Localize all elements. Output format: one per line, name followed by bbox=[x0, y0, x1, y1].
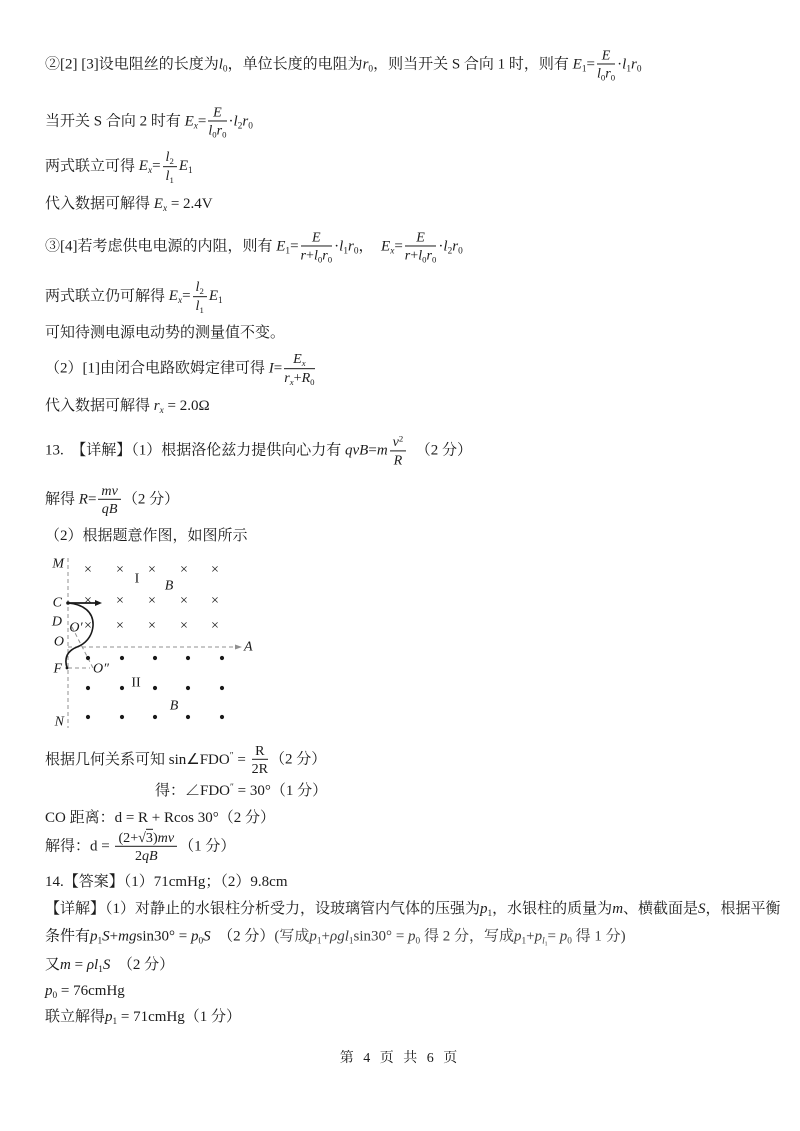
text-line-6 bbox=[45, 279, 223, 315]
math-run: r0 bbox=[362, 56, 374, 75]
text-run: （2 分） bbox=[210, 928, 275, 945]
math-run: rx bbox=[153, 397, 164, 416]
math-run: Ex= bbox=[138, 158, 161, 177]
text-run: 【详解】（1）对静止的水银柱分析受力，设玻璃管内气体的压强为 bbox=[45, 900, 481, 917]
text-line-17 bbox=[45, 873, 287, 891]
label-O-double-prime: O″ bbox=[93, 661, 109, 677]
text-line-12 bbox=[45, 527, 248, 545]
field-out-of-page-mark bbox=[186, 656, 190, 660]
fraction: $\frac{l2}{l1}$ bbox=[163, 149, 177, 185]
label-F: F bbox=[53, 661, 62, 677]
field-out-of-page-mark bbox=[186, 715, 190, 719]
text-run: sin30° bbox=[136, 928, 179, 945]
math-run: p0 bbox=[45, 982, 58, 1001]
field-into-page-mark: × bbox=[84, 618, 92, 634]
text-line-1 bbox=[45, 47, 641, 82]
field-into-page-mark: × bbox=[148, 593, 156, 609]
text-run: ，单位长度的电阻为 bbox=[227, 56, 363, 73]
field-out-of-page-mark bbox=[220, 656, 224, 660]
field-out-of-page-mark bbox=[120, 656, 124, 660]
text-run: （1 分） bbox=[179, 838, 236, 855]
field-out-of-page-mark bbox=[186, 686, 190, 690]
label-D: D bbox=[51, 614, 62, 630]
text-run: （2）[1]由闭合电路欧姆定律可得 bbox=[45, 360, 269, 377]
math-run: ·l1r0 bbox=[617, 56, 642, 75]
text-line-13 bbox=[45, 743, 326, 777]
text-run: = 2.0Ω bbox=[163, 397, 210, 414]
math-run: p1 bbox=[480, 900, 493, 919]
text-run: 解得 bbox=[45, 491, 79, 508]
fraction: $\frac{mv}{qB}$ bbox=[98, 483, 120, 517]
fraction: $\frac{v^2}{R}$ bbox=[390, 433, 407, 468]
magnetic-field-diagram bbox=[38, 552, 268, 737]
text-line-2 bbox=[45, 104, 253, 139]
page-footer bbox=[0, 1047, 800, 1067]
label-region-II: II bbox=[131, 675, 141, 691]
math-run: m bbox=[612, 900, 624, 917]
text-line-22 bbox=[45, 1008, 241, 1028]
text-run: (写成 bbox=[274, 928, 310, 945]
field-into-page-mark: × bbox=[211, 593, 219, 609]
text-line-21 bbox=[45, 982, 125, 1002]
text-run: 又 bbox=[45, 956, 61, 973]
text-line-11 bbox=[45, 483, 179, 517]
text-run: 条件有 bbox=[45, 928, 91, 945]
field-out-of-page-mark bbox=[153, 686, 157, 690]
field-into-page-mark: × bbox=[116, 618, 124, 634]
text-run: 两式联立可得 bbox=[45, 158, 139, 175]
field-into-page-mark: × bbox=[180, 618, 188, 634]
fraction: $\frac{E}{l0r0}$ bbox=[208, 104, 227, 140]
text-run: 当开关 S 合向 2 时有 bbox=[45, 113, 185, 130]
text-run: 得 2 分，写成 bbox=[420, 928, 514, 945]
text-run: 可知待测电源电动势的测量值不变。 bbox=[45, 325, 286, 341]
text-run: ，水银柱的质量为 bbox=[492, 900, 613, 917]
text-run: （2 分） bbox=[408, 442, 473, 459]
text-run: 得 1 分) bbox=[571, 928, 626, 945]
text-run: （2 分） bbox=[122, 491, 180, 508]
math-run: S bbox=[698, 900, 706, 917]
text-line-15 bbox=[45, 809, 275, 827]
label-M: M bbox=[52, 556, 64, 572]
math-run: E1= bbox=[572, 56, 595, 75]
text-run: 解得：d = bbox=[45, 838, 114, 855]
fraction: $\frac{E}{l0r0}$ bbox=[596, 47, 616, 83]
field-out-of-page-mark bbox=[86, 686, 90, 690]
text-run: = 76cmHg bbox=[57, 982, 125, 999]
text-run: ，根据平衡 bbox=[705, 900, 781, 917]
label-B-region-I: B bbox=[164, 578, 174, 594]
label-O: O bbox=[53, 634, 64, 650]
text-run: （2 分） bbox=[270, 751, 327, 768]
text-run: （2 分） bbox=[110, 956, 175, 973]
text-line-16 bbox=[45, 830, 235, 864]
field-into-page-mark: × bbox=[211, 562, 219, 578]
field-out-of-page-mark bbox=[153, 715, 157, 719]
page-number-text: 第 4 页 共 6 页 bbox=[339, 1051, 461, 1066]
math-run: Ex bbox=[153, 195, 168, 214]
fraction: $\frac{l2}{l1}$ bbox=[193, 279, 207, 315]
axis-arrowhead bbox=[235, 645, 242, 650]
field-out-of-page-mark bbox=[120, 686, 124, 690]
text-run: 代入数据可解得 bbox=[45, 195, 154, 212]
label-region-I: I bbox=[134, 571, 140, 587]
field-into-page-mark: × bbox=[148, 562, 156, 578]
text-line-5 bbox=[45, 229, 463, 264]
text-line-3 bbox=[45, 149, 193, 185]
math-run: I= bbox=[268, 360, 283, 377]
text-line-9 bbox=[45, 397, 210, 417]
text-run: 13. 【详解】（1）根据洛伦兹力提供向心力有 bbox=[45, 442, 346, 459]
velocity-arrowhead bbox=[95, 600, 102, 606]
text-run: = 71cmHg（1 分） bbox=[117, 1008, 242, 1025]
field-out-of-page-mark bbox=[153, 656, 157, 660]
fraction: $\frac{E}{r+l0r0}$ bbox=[404, 229, 437, 265]
math-run: m = ρl1S bbox=[60, 956, 111, 975]
math-run: p1+pl1= p0 bbox=[513, 928, 572, 948]
field-into-page-mark: × bbox=[148, 618, 156, 634]
field-out-of-page-mark bbox=[120, 715, 124, 719]
math-run: = p0 bbox=[395, 928, 421, 947]
text-run: ，则当开关 S 合向 1 时，则有 bbox=[373, 56, 573, 73]
math-run: Ex= bbox=[168, 288, 191, 307]
text-run: sin30° bbox=[353, 928, 396, 945]
fraction: $\frac{(2+√3)mv}{2qB}$ bbox=[115, 830, 177, 864]
math-run: p1+ρgl1 bbox=[309, 928, 354, 947]
text-run: ②[2] [3]设电阻丝的长度为 bbox=[45, 56, 219, 73]
text-line-20 bbox=[45, 956, 174, 976]
math-run: l0 bbox=[218, 56, 228, 75]
fraction: $\frac{R}{2R}$ bbox=[251, 742, 269, 777]
label-O-prime: O′ bbox=[69, 620, 83, 636]
field-out-of-page-mark bbox=[220, 686, 224, 690]
label-N: N bbox=[54, 714, 64, 730]
label-C: C bbox=[52, 595, 62, 611]
point-marker bbox=[66, 667, 69, 670]
fraction: $\frac{Ex}{rx+R0}$ bbox=[284, 351, 315, 387]
math-run: ·l2r0 bbox=[438, 238, 463, 257]
math-run: E1 bbox=[178, 158, 193, 177]
math-run: R= bbox=[78, 491, 97, 508]
math-run: p1S+mg bbox=[90, 928, 137, 947]
text-run: CO 距离：d = R + Rcos 30°（2 分） bbox=[45, 810, 276, 826]
field-into-page-mark: × bbox=[180, 562, 188, 578]
field-into-page-mark: × bbox=[84, 593, 92, 609]
text-line-14 bbox=[155, 782, 327, 800]
text-run: （2）根据题意作图，如图所示 bbox=[45, 528, 248, 544]
field-into-page-mark: × bbox=[180, 593, 188, 609]
text-line-8 bbox=[45, 351, 317, 387]
text-run: 代入数据可解得 bbox=[45, 397, 154, 414]
text-line-10 bbox=[45, 433, 472, 468]
math-run: Ex= bbox=[381, 238, 403, 257]
label-A: A bbox=[244, 639, 253, 655]
text-run: = 2.4V bbox=[167, 195, 213, 212]
text-run: 两式联立仍可解得 bbox=[45, 288, 169, 305]
math-run: E1= bbox=[276, 238, 299, 257]
text-line-7 bbox=[45, 324, 285, 342]
field-into-page-mark: × bbox=[84, 562, 92, 578]
text-run: 联立解得 bbox=[45, 1008, 106, 1025]
text-run: 、横截面是 bbox=[623, 900, 699, 917]
text-line-4 bbox=[45, 195, 213, 215]
math-run: Ex= bbox=[184, 113, 207, 132]
text-run: 得：∠FDO″ = 30°（1 分） bbox=[155, 782, 328, 799]
field-out-of-page-mark bbox=[220, 715, 224, 719]
field-into-page-mark: × bbox=[116, 593, 124, 609]
fraction: $\frac{E}{r+l0r0}$ bbox=[300, 229, 333, 265]
text-run: ③[4]若考虑供电电源的内阻，则有 bbox=[45, 238, 277, 255]
field-out-of-page-mark bbox=[86, 656, 90, 660]
text-line-18 bbox=[45, 900, 781, 920]
text-run: ， bbox=[358, 238, 382, 255]
point-marker bbox=[66, 601, 70, 605]
math-run: ·l2r0 bbox=[228, 113, 253, 132]
label-B-region-II: B bbox=[169, 698, 179, 714]
math-run: qvB=m bbox=[345, 442, 388, 459]
math-run: = p0S bbox=[178, 928, 211, 947]
text-run: 根据几何关系可知 sin∠FDO″ = bbox=[45, 751, 250, 768]
field-out-of-page-mark bbox=[86, 715, 90, 719]
text-line-19 bbox=[45, 928, 626, 949]
field-into-page-mark: × bbox=[116, 562, 124, 578]
math-run: p1 bbox=[105, 1008, 118, 1027]
field-into-page-mark: × bbox=[211, 618, 219, 634]
math-run: ·l1r0 bbox=[334, 238, 359, 257]
text-run: 14.【答案】（1）71cmHg；（2）9.8cm bbox=[45, 874, 288, 890]
math-run: E1 bbox=[208, 288, 223, 307]
